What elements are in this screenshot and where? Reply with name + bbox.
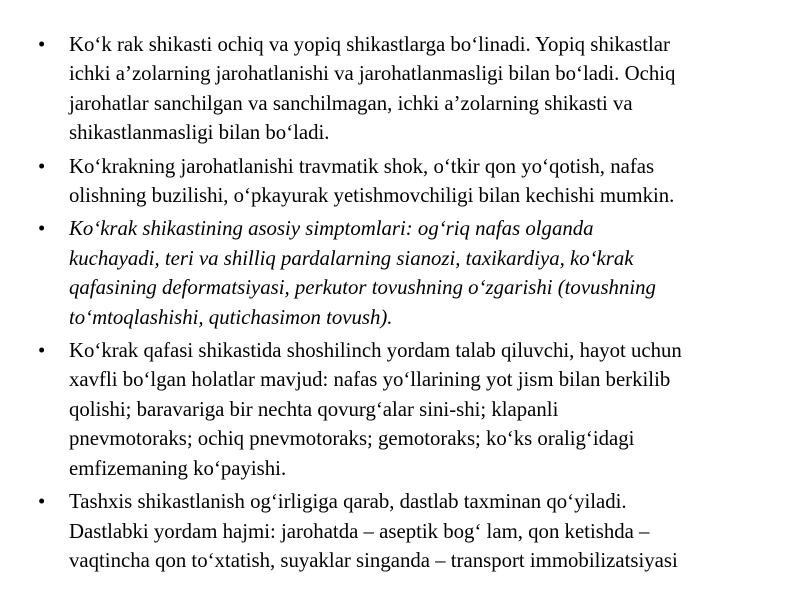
bullet-marker: • bbox=[38, 490, 46, 514]
bullet-text: Tashxis shikastlanish og‘irligiga qarab, dastlab taxminan qo‘yiladi. Dastlabki yordam hajmi: jarohatda – aseptik bog‘ lam, qon ketishda – vaqtincha qon to‘xtatish, suyaklar singanda – transport immobilizatsiyasi bbox=[69, 490, 678, 572]
bullet-item-4 bbox=[38, 336, 788, 483]
bullet-text: Ko‘krakning jarohatlanishi travmatik shok, o‘tkir qon yo‘qotish, nafas olishning buzilishi, o‘pkayurak yetishmovchiligi bilan kechishi mumkin. bbox=[69, 154, 675, 208]
bullet-item-5 bbox=[38, 487, 788, 575]
bullet-marker: • bbox=[38, 33, 46, 56]
bullet-text: Ko‘krak shikastining asosiy simptomlari: og‘riq nafas olganda kuchayadi, teri va shilliq pardalarning sianozi, taxikardiya, ko‘krak qafasining deformatsiyasi, perkutor tovushning o‘zgarishi (tovushning to‘mtoqlashishi, qutichasimon tovush). bbox=[69, 217, 656, 329]
bullet-item-2 bbox=[38, 152, 788, 211]
bullet-text: Ko‘krak qafasi shikastida shoshilinch yordam talab qiluvchi, hayot uchun xavfli bo‘lgan holatlar mavjud: nafas yo‘llarining yot jism bilan berkilib qolishi; baravariga bir nechta qovurg‘alar sini-shi; klapanli pnevmotoraks; ochiq pnevmotoraks; gemotoraks; ko‘ks oralig‘idagi emfizemaning ko‘payishi. bbox=[69, 339, 682, 480]
bullet-text: Ko‘k rak shikasti ochiq va yopiq shikastlarga bo‘linadi. Yopiq shikastlar ichki a’zolarning jarohatlanishi va jarohatlanmasligi bilan bo‘ladi. Ochiq jarohatlar sanchilgan va sanchilmagan, ichki a’zolarning shikasti va shikastlanmasligi bilan bo‘ladi. bbox=[69, 33, 676, 145]
bullet-item-3 bbox=[38, 214, 788, 332]
bullet-marker: • bbox=[38, 217, 46, 241]
bullet-marker: • bbox=[38, 339, 46, 363]
bullet-marker: • bbox=[38, 154, 46, 178]
bullet-item-1 bbox=[38, 30, 788, 148]
bullet-list bbox=[38, 30, 788, 575]
